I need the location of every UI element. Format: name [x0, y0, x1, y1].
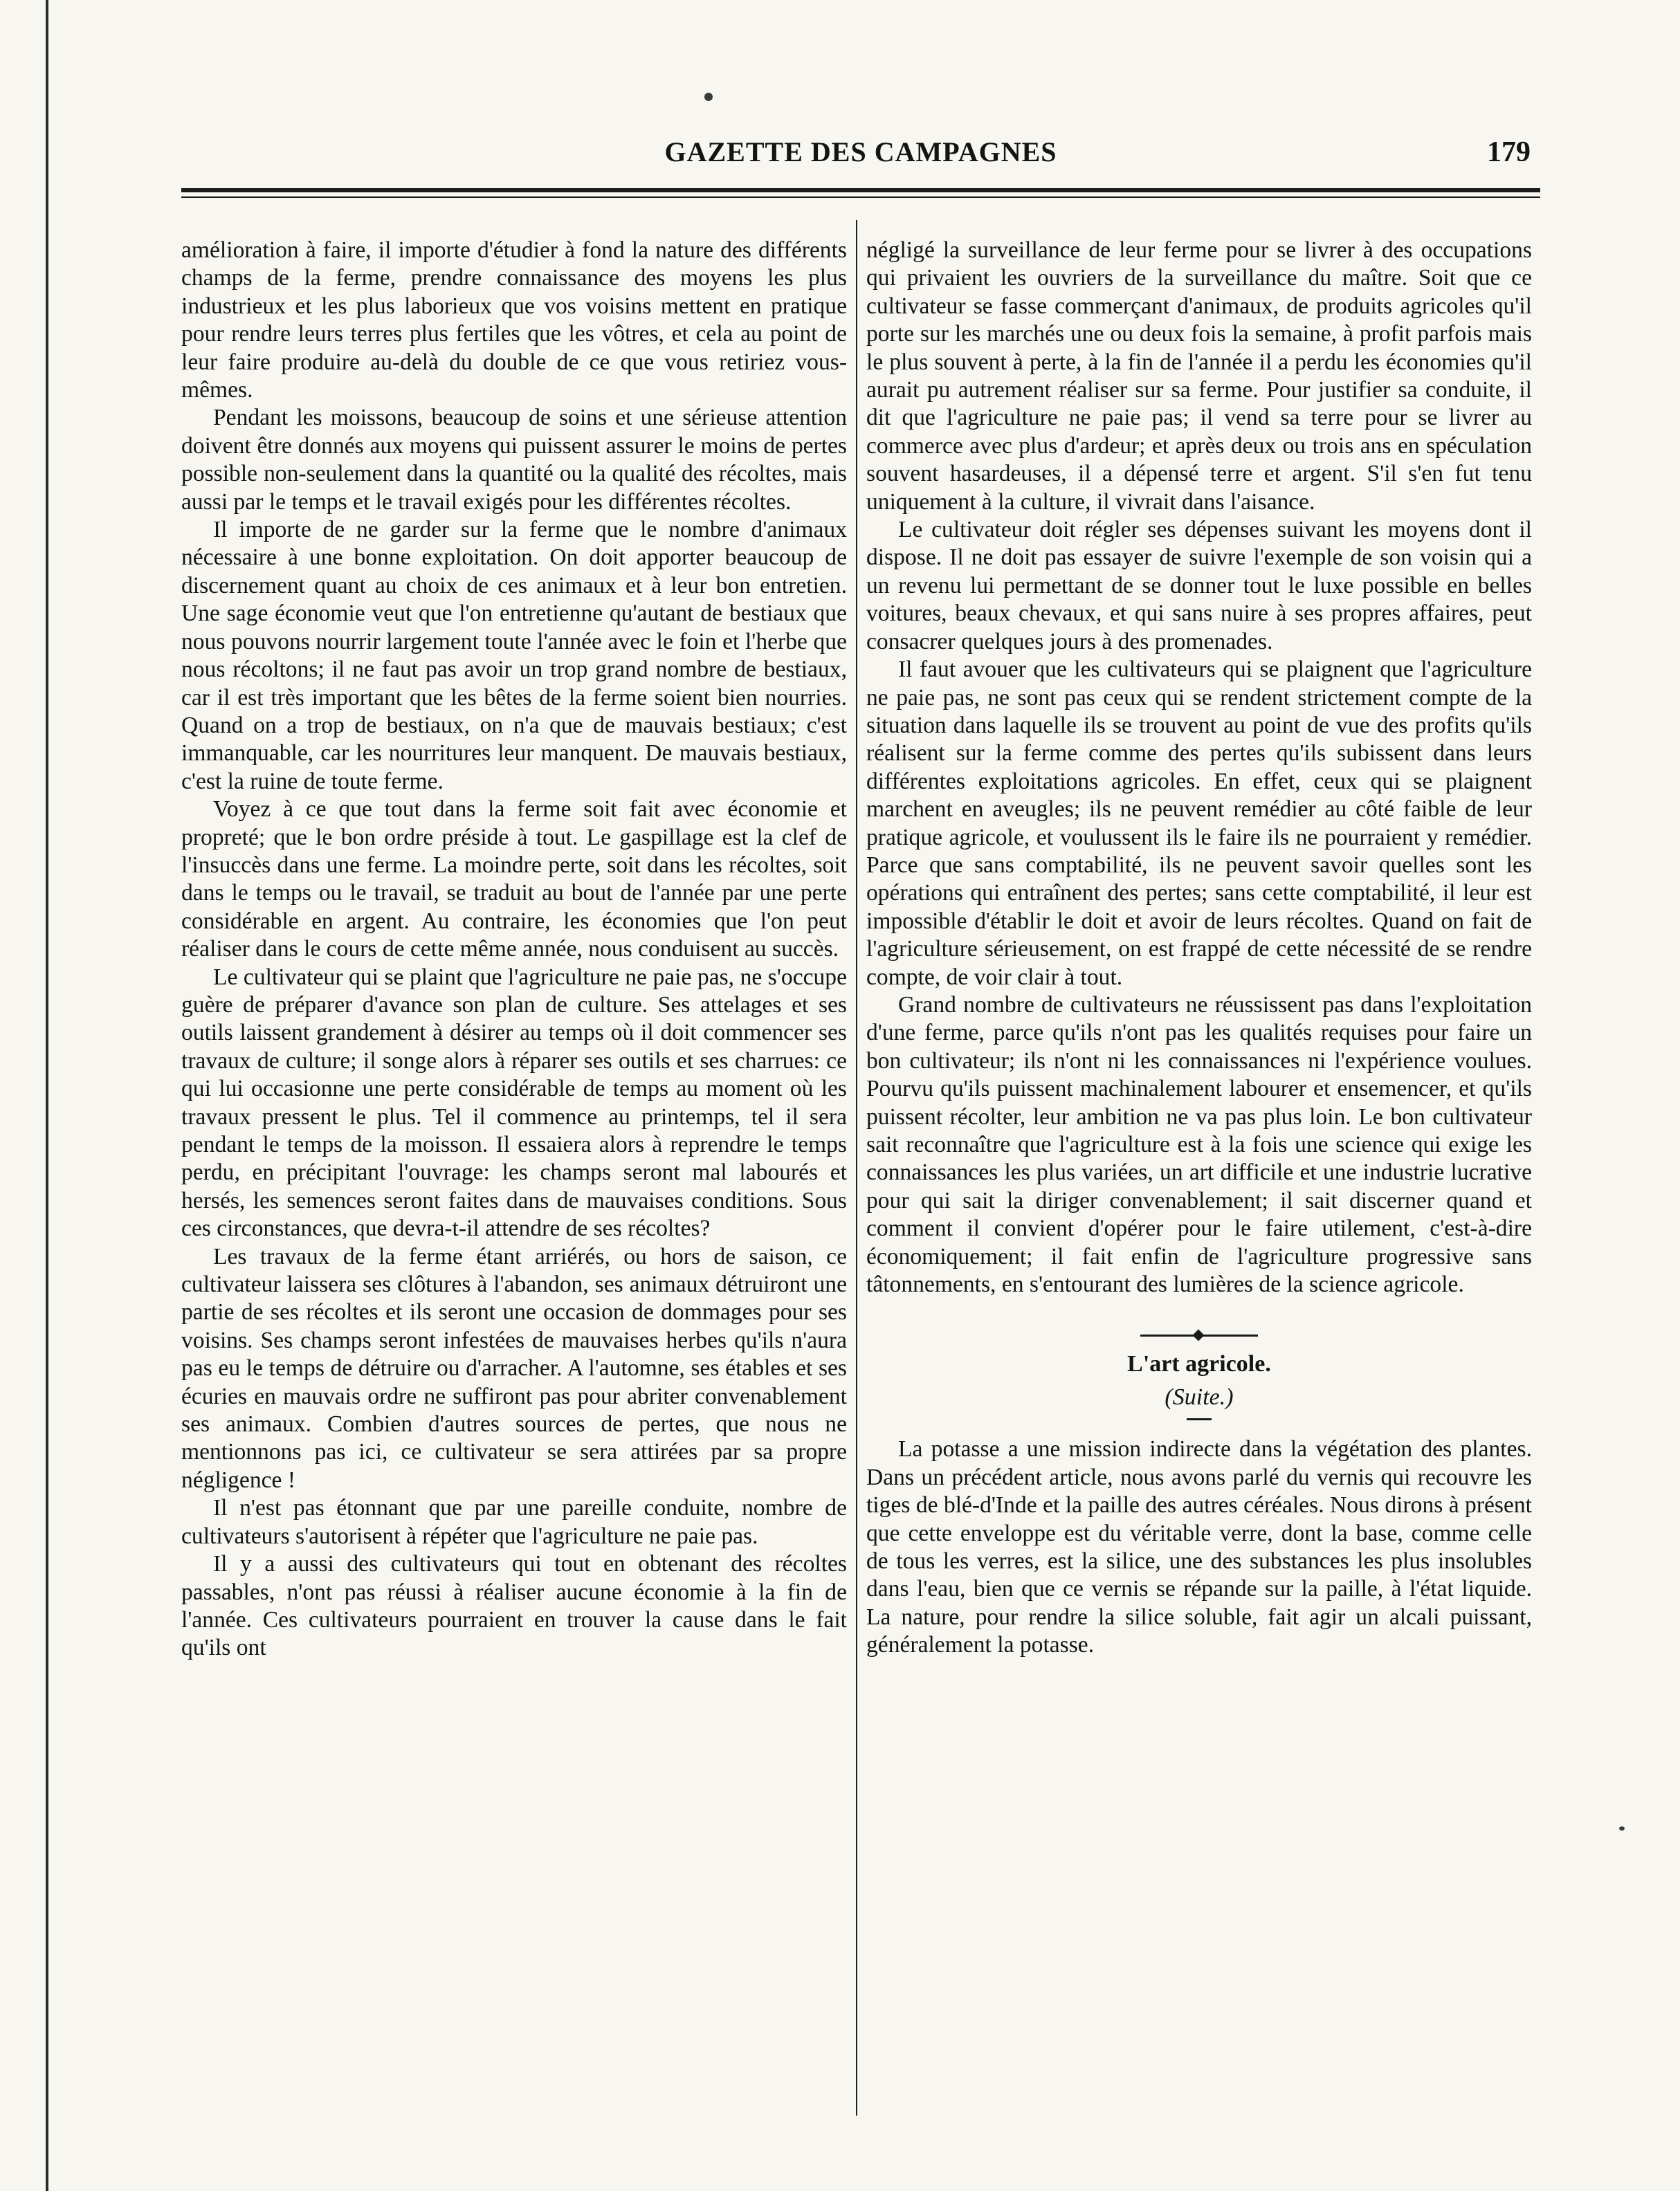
header-rule-thick: [181, 188, 1540, 192]
paragraph: Le cultivateur doit régler ses dépenses suivant les moyens dont il dispose. Il ne doit pas essayer de suivre l'exemple de son voisin qui a un revenu lui permettant de se donner tout le luxe possible en belles voitures, beaux chevaux, et qui sans nuire à ses propres affaires, peut consacrer quelques jours à des promenades.: [866, 517, 1532, 654]
page-number: 179: [1487, 136, 1531, 168]
paragraph: Il importe de ne garder sur la ferme que le nombre d'animaux nécessaire à une bonne exploitation. On doit apporter beaucoup de discernement quant au choix de ces animaux et à leur bon entretien. Une sage économie veut que l'on entretienne qu'autant de bestiaux que nous pouvons nourrir largement toute l'année avec le foin et l'herbe que nous récoltons; il ne faut pas avoir un trop grand nombre de bestiaux, car il est très important que les bêtes de la ferme soient bien nourries. Quand on a trop de bestiaux, on n'a que de mauvais bestiaux; c'est immanquable, car les nourritures leur manquent. De mauvais bestiaux, c'est la ruine de toute ferme.: [181, 517, 847, 794]
paragraph: La potasse a une mission indirecte dans la végétation des plantes. Dans un précédent article, nous avons parlé du vernis qui recouvre les tiges de blé-d'Inde et la paille des autres céréales. Nous dirons à présent que cette enveloppe est du véritable verre, dont la base, comme celle de tous les verres, est la silice, une des substances les plus insolubles dans l'eau, bien que ce vernis se répande sur la paille, à l'état liquide. La nature, pour rendre la silice soluble, fait agir un alcali puissant, généralement la potasse.: [866, 1436, 1532, 1658]
running-title: GAZETTE DES CAMPAGNES: [664, 136, 1057, 167]
paragraph: négligé la surveillance de leur ferme pour se livrer à des occupations qui privaient les ouvriers de la surveillance du maître. Soit que ce cultivateur se fasse commerçant d'animaux, de produits agricoles qu'il porte sur les marchés une ou deux fois la semaine, à profit parfois mais le plus souvent à perte, à la fin de l'année il a perdu les économies qu'il aurait pu autrement réaliser sur sa ferme. Pour justifier sa conduite, il dit que l'agriculture ne paie pas; il vend sa terre pour se livrer au commerce avec plus d'ardeur; et après deux ou trois ans en spéculation souvent hasardeuses, il a dépensé terre et argent. S'il s'en fut tenu uniquement à la culture, il vivrait dans l'aisance.: [866, 237, 1532, 515]
paragraph: Il y a aussi des cultivateurs qui tout en obtenant des récoltes passables, n'ont pas réussi à réaliser aucune économie à la fin de l'année. Ces cultivateurs pourraient en trouver la cause dans le fait qu'ils ont: [181, 1551, 847, 1661]
paragraph: Il n'est pas étonnant que par une pareille conduite, nombre de cultivateurs s'autorisent à répéter que l'agriculture ne paie pas.: [181, 1495, 847, 1549]
paragraph: Il faut avouer que les cultivateurs qui se plaignent que l'agriculture ne paie pas, ne sont pas ceux qui se rendent strictement compte de la situation dans laquelle ils se trouvent au point de vue des profits qu'ils réalisent sur la ferme comme des pertes qu'ils subissent dans leurs différentes exploitations agricoles. En effet, ceux qui se plaignent marchent en aveugles; ils ne peuvent remédier au côté faible de leur pratique agricole, et voulussent ils le faire ils ne pourraient y remédier. Parce que sans comptabilité, ils ne peuvent savoir quelles sont les opérations qui entraînent des pertes; sans cette comptabilité, il leur est impossible d'établir le doit et avoir de leurs récoltes. Quand on fait de l'agriculture sérieusement, on est frappé de cette nécessité de se rendre compte, de voir clair à tout.: [866, 657, 1532, 990]
ornament-divider: [1140, 1335, 1258, 1337]
article-heading: [866, 1335, 1532, 1420]
right-column: [866, 237, 1532, 2146]
article-title: L'art agricole.: [1127, 1351, 1271, 1377]
print-speck: [704, 93, 713, 101]
page-binding-edge: [46, 0, 48, 2191]
header-rule-thin: [181, 196, 1540, 198]
article-subtitle: (Suite.): [1165, 1384, 1234, 1411]
paragraph: Grand nombre de cultivateurs ne réussissent pas dans l'exploitation d'une ferme, parce qu'ils n'ont pas les qualités requises pour faire un bon cultivateur; ils n'ont ni les connaissances ni l'expérience voulues. Pourvu qu'ils puissent machinalement labourer et ensemencer, et qu'ils puissent récolter, leur ambition ne va pas plus loin. Le bon cultivateur sait reconnaître que l'agriculture est à la fois une science qui exige les connaissances les plus variées, un art difficile et une industrie lucrative pour qui sait la diriger convenablement; il sait discerner quand et comment il convient d'opérer pour le faire utilement, c'est-à-dire économiquement; il fait enfin de l'agriculture progressive sans tâtonnements, en s'entourant des lumières de la science agricole.: [866, 991, 1532, 1298]
paragraph: amélioration à faire, il importe d'étudier à fond la nature des différents champs de la ferme, prendre connaissance des moyens les plus industrieux et les plus laborieux que vos voisins mettent en pratique pour rendre leurs terres plus fertiles que les vôtres, et cela au point de leur faire produire au-delà du double de ce que vous retiriez vous-mêmes.: [181, 237, 847, 403]
print-speck: [1619, 1826, 1625, 1831]
paragraph: Le cultivateur qui se plaint que l'agriculture ne paie pas, ne s'occupe guère de préparer d'avance son plan de culture. Ses attelages et ses outils laissent grandement à désirer au temps où il doit commencer ses travaux de culture; il songe alors à réparer ses outils et ses charrues: ce qui lui occasionne une perte considérable de temps au moment où les travaux pressent le plus. Tel il commence au printemps, tel il sera pendant le temps de la moisson. Il essaiera alors à reprendre le temps perdu, en précipitant l'ouvrage: les champs seront mal labourés et hersés, les semences seront faites dans de mauvaises conditions. Sous ces circonstances, que devra-t-il attendre de ses récoltes?: [181, 964, 847, 1242]
short-rule: [1187, 1418, 1212, 1420]
column-divider: [856, 220, 857, 2116]
left-column: [181, 237, 847, 2146]
page-header: [181, 136, 1540, 177]
paragraph: Les travaux de la ferme étant arriérés, ou hors de saison, ce cultivateur laissera ses clôtures à l'abandon, ses animaux détruiront une partie de ses récoltes et ils seront une occasion de dommages pour ses voisins. Ses champs seront infestées de mauvaises herbes qu'ils n'aura pas eu le temps de détruire ou d'arracher. A l'automne, ses étables et ses écuries en mauvais ordre ne suffiront pas pour abriter convenablement ses animaux. Combien d'autres sources de pertes, que nous ne mentionnons pas ici, ce cultivateur se sera attirées par sa propre négligence !: [181, 1243, 847, 1493]
paragraph: Pendant les moissons, beaucoup de soins et une sérieuse attention doivent être donnés aux moyens qui puissent assurer le moins de pertes possible non-seulement dans la quantité ou la qualité des récoltes, mais aussi par le temps et le travail exigés pour les différentes récoltes.: [181, 405, 847, 515]
paragraph: Voyez à ce que tout dans la ferme soit fait avec économie et propreté; que le bon ordre préside à tout. Le gaspillage est la clef de l'insuccès dans une ferme. La moindre perte, soit dans les récoltes, soit dans le temps ou le travail, se traduit au bout de l'année par une perte considérable en argent. Au contraire, les économies que l'on peut réaliser dans le cours de cette même année, nous conduisent au succès.: [181, 796, 847, 962]
